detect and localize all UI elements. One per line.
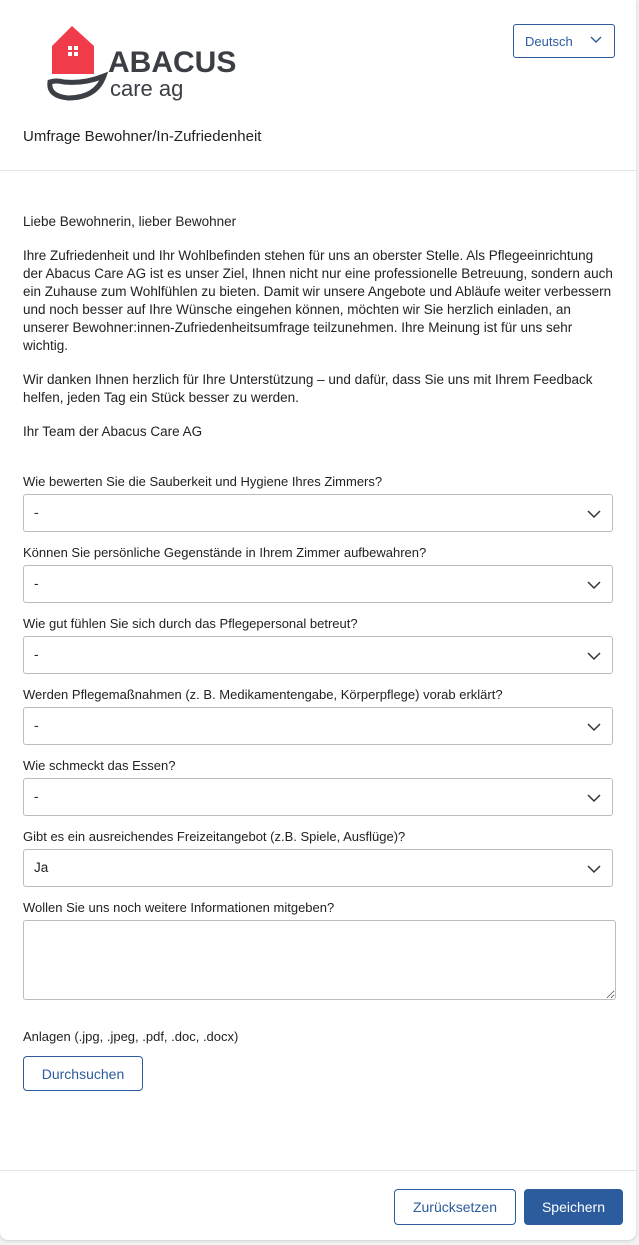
intro-text <box>23 213 613 441</box>
footer <box>0 1170 636 1240</box>
chevron-down-icon <box>587 720 601 734</box>
save-button[interactable]: Speichern <box>524 1189 623 1225</box>
question-field <box>23 546 613 603</box>
page-title: Umfrage Bewohner/In-Zufriedenheit <box>23 128 262 145</box>
question-label: Wie bewerten Sie die Sauberkeit und Hygiene Ihres Zimmers? <box>23 474 383 489</box>
question-select[interactable] <box>23 849 613 887</box>
question-field <box>23 475 613 532</box>
language-select[interactable] <box>513 24 615 58</box>
question-select[interactable] <box>23 636 613 674</box>
svg-text:ABACUS: ABACUS <box>108 46 237 79</box>
select-value: - <box>34 718 39 733</box>
language-label: Deutsch <box>525 33 573 49</box>
chevron-down-icon <box>590 34 602 46</box>
reset-button[interactable]: Zurücksetzen <box>394 1189 516 1225</box>
header <box>0 0 636 171</box>
form-body <box>0 171 636 1091</box>
question-field <box>23 688 613 745</box>
question-label: Gibt es ein ausreichendes Freizeitangebot (z.B. Spiele, Ausflüge)? <box>23 829 406 844</box>
select-value: Ja <box>34 860 49 875</box>
comments-field <box>23 901 613 1000</box>
question-select[interactable] <box>23 778 613 816</box>
question-select[interactable] <box>23 707 613 745</box>
chevron-down-icon <box>587 791 601 805</box>
chevron-down-icon <box>587 578 601 592</box>
chevron-down-icon <box>587 507 601 521</box>
question-label: Werden Pflegemaßnahmen (z. B. Medikamentengabe, Körperpflege) vorab erklärt? <box>23 687 503 702</box>
svg-text:care ag: care ag <box>110 76 184 101</box>
intro-paragraph-1: Ihre Zufriedenheit und Ihr Wohlbefinden stehen für uns an oberster Stelle. Als Pflegeeinrichtung der Abacus Care AG ist es unser Ziel, Ihnen nicht nur eine professionelle Betreuung, sondern auch ein Zuhause zum Wohlfühlen zu bieten. Damit wir unsere Angebote und Abläufe weiter verbessern und noch besser auf Ihre Wünsche eingehen können, möchten wir Sie herzlich einladen, an unserer Bewohner:innen-Zufriedenheitsumfrage teilzunehmen. Ihre Meinung ist für uns sehr wichtig. <box>23 248 613 353</box>
question-label: Wie gut fühlen Sie sich durch das Pflegepersonal betreut? <box>23 616 358 631</box>
select-value: - <box>34 789 39 804</box>
question-select[interactable] <box>23 494 613 532</box>
intro-paragraph-2: Wir danken Ihnen herzlich für Ihre Unterstützung – und dafür, dass Sie uns mit Ihrem Feedback helfen, jeden Tag ein Stück besser zu werden. <box>23 372 593 405</box>
comments-textarea[interactable] <box>23 920 616 1000</box>
select-value: - <box>34 647 39 662</box>
question-field <box>23 759 613 816</box>
browse-button[interactable]: Durchsuchen <box>23 1056 143 1091</box>
select-value: - <box>34 505 39 520</box>
question-label: Können Sie persönliche Gegenstände in Ihrem Zimmer aufbewahren? <box>23 545 427 560</box>
attachments-label: Anlagen (.jpg, .jpeg, .pdf, .doc, .docx) <box>23 1029 239 1044</box>
comments-label: Wollen Sie uns noch weitere Informationen mitgeben? <box>23 900 335 915</box>
question-field <box>23 830 613 887</box>
signature: Ihr Team der Abacus Care AG <box>23 424 203 439</box>
question-select[interactable] <box>23 565 613 603</box>
select-value: - <box>34 576 39 591</box>
question-label: Wie schmeckt das Essen? <box>23 758 176 773</box>
greeting: Liebe Bewohnerin, lieber Bewohner <box>23 214 237 229</box>
chevron-down-icon <box>587 862 601 876</box>
chevron-down-icon <box>587 649 601 663</box>
abacus-care-logo <box>44 24 244 104</box>
question-field <box>23 617 613 674</box>
